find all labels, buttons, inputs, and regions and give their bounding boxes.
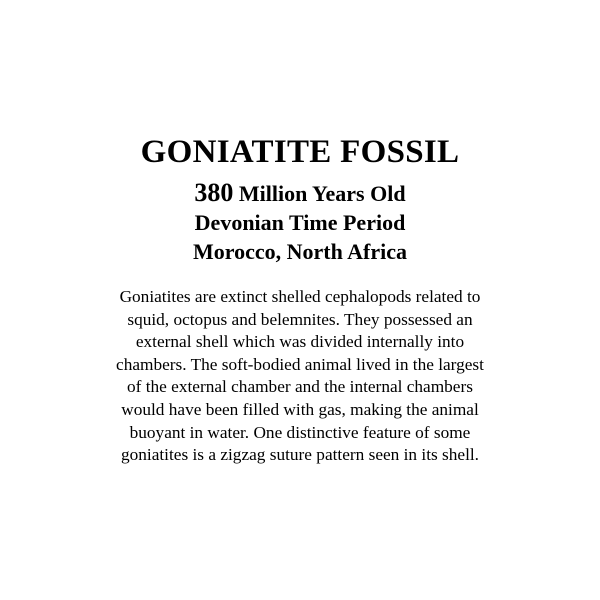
fossil-description: Goniatites are extinct shelled cephalopods related to squid, octopus and belemnites. They possessed an external shell which was divided internally into chambers. The soft-bodied animal lived in the largest of the external chamber and the internal chambers would have been filled with gas, making the animal buoyant in water. One distinctive feature of some goniatites is a zigzag suture pattern seen in its shell. <box>116 287 484 465</box>
fossil-age-text: Million Years Old <box>238 181 406 206</box>
fossil-age <box>0 178 600 209</box>
fossil-age-number: 380 <box>194 178 234 207</box>
fossil-location: Morocco, North Africa <box>192 239 408 264</box>
fossil-title: GONIATITE FOSSIL <box>140 134 460 170</box>
fossil-period: Devonian Time Period <box>194 210 406 235</box>
